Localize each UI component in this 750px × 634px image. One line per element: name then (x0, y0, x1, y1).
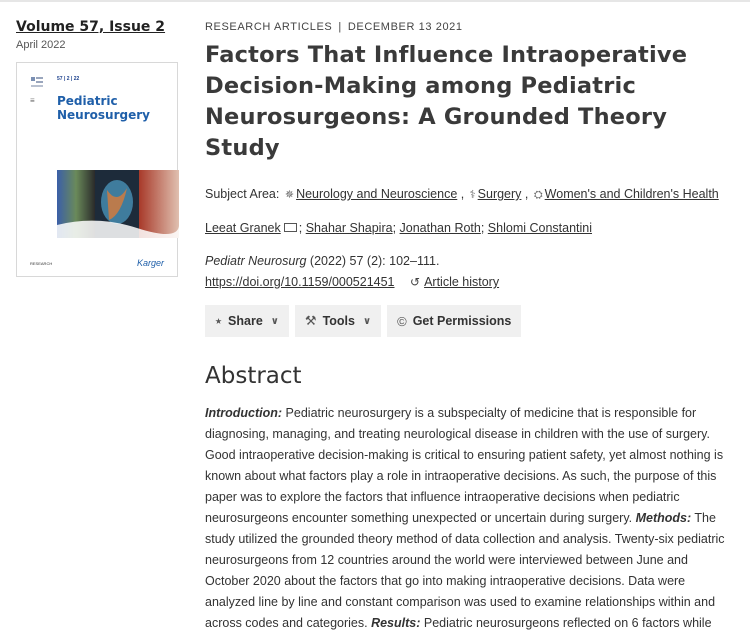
author-list: Leeat Granek ; Shahar Shapira; Jonathan Roth; Shlomi Constantini (205, 221, 593, 235)
tools-icon: ⚒ (304, 313, 317, 328)
abstract-results-label: Results: (371, 616, 421, 630)
author-link[interactable]: Shahar Shapira (305, 221, 393, 235)
top-divider (0, 0, 750, 2)
subject-link-womens-childrens-health[interactable]: Women's and Children's Health (544, 187, 719, 201)
family-icon: ⛭ (533, 189, 543, 201)
subject-area: Subject Area: ✵ Neurology and Neuroscience , ⚕ Surgery , ⛭ Women's and Children's Health (205, 187, 719, 201)
tools-button[interactable]: ⚒ Tools ∨ (295, 305, 381, 337)
author-link[interactable]: Shlomi Constantini (487, 221, 593, 235)
citation (205, 251, 740, 293)
journal-logo-icon (30, 76, 44, 90)
corresponding-author-icon[interactable] (284, 223, 297, 232)
surgery-icon: ⚕ (469, 189, 476, 201)
article-title: Factors That Influence Intraoperative Decision-Making among Pediatric Neurosurgeons: A Grounded Theory Study (205, 42, 688, 161)
subject-area-label: Subject Area: (205, 187, 280, 201)
article-meta: RESEARCH ARTICLES | DECEMBER 13 2021 (205, 21, 463, 33)
get-permissions-button[interactable]: © Get Permissions (387, 305, 521, 337)
author-link[interactable]: Leeat Granek (205, 221, 281, 235)
cover-stamp-icon: ≡ (30, 96, 35, 105)
cover-research-label: RESEARCH (30, 261, 53, 266)
share-button[interactable]: ⭑ Share ∨ (205, 305, 289, 337)
neuroscience-icon: ✵ (284, 189, 295, 201)
journal-cover-image[interactable] (16, 62, 178, 277)
chevron-down-icon: ∨ (362, 315, 372, 327)
doi-link[interactable]: https://doi.org/10.1159/000521451 (205, 275, 395, 289)
cover-issue-number: 57 | 2 | 22 (57, 76, 80, 82)
volume-issue-link[interactable]: Volume 57, Issue 2 (16, 19, 166, 35)
citation-journal: Pediatr Neurosurg (205, 254, 307, 268)
article-type: RESEARCH ARTICLES (205, 21, 333, 33)
article-toolbar (205, 305, 740, 337)
article-history-link[interactable]: Article history (424, 275, 500, 289)
cover-artwork (57, 170, 179, 238)
abstract-heading: Abstract (205, 363, 302, 389)
author-link[interactable]: Jonathan Roth (399, 221, 481, 235)
issue-date: April 2022 (16, 39, 66, 51)
abstract-intro-label: Introduction: (205, 406, 283, 420)
copyright-icon: © (397, 313, 407, 329)
publisher-logo: Karger (136, 258, 164, 268)
abstract-methods-label: Methods: (635, 511, 692, 525)
cover-title: Pediatric Neurosurgery (57, 94, 150, 122)
share-icon: ⭑ (215, 313, 223, 328)
subject-link-neurology[interactable]: Neurology and Neuroscience (296, 187, 458, 201)
article-main (205, 18, 740, 634)
abstract-text: Introduction: Pediatric neurosurgery is a subspecialty of medicine that is responsible for diagnosing, managing, and treating neurological disease in children with the use of surgery. Good intraoperative decision-making is critical to ensuring patient safety, yet almost nothing is known about what factors play a role in intraoperative decisions. As such, the purpose of this paper was to explore the factors that influence intraoperative decisions when pediatric neurosurgeons encounter something unexpected or uncertain during surgery. Methods: The study utilized the grounded theory method of data collection and analysis. Twenty-six pediatric neurosurgeons from 12 countries around the world were interviewed between June and October 2020 about the factors that go into making intraoperative decisions. Data were analyzed line by line and constant comparison was used to examine relationships within and across codes and categories. Results: Pediatric neurosurgeons reflected on 6 factors while (205, 406, 725, 630)
article-date: DECEMBER 13 2021 (347, 21, 463, 33)
citation-details: (2022) 57 (2): 102–111. (306, 254, 440, 268)
chevron-down-icon: ∨ (270, 315, 279, 327)
history-icon: ↺ (410, 275, 421, 289)
issue-sidebar (16, 18, 178, 277)
subject-link-surgery[interactable]: Surgery (477, 187, 522, 201)
